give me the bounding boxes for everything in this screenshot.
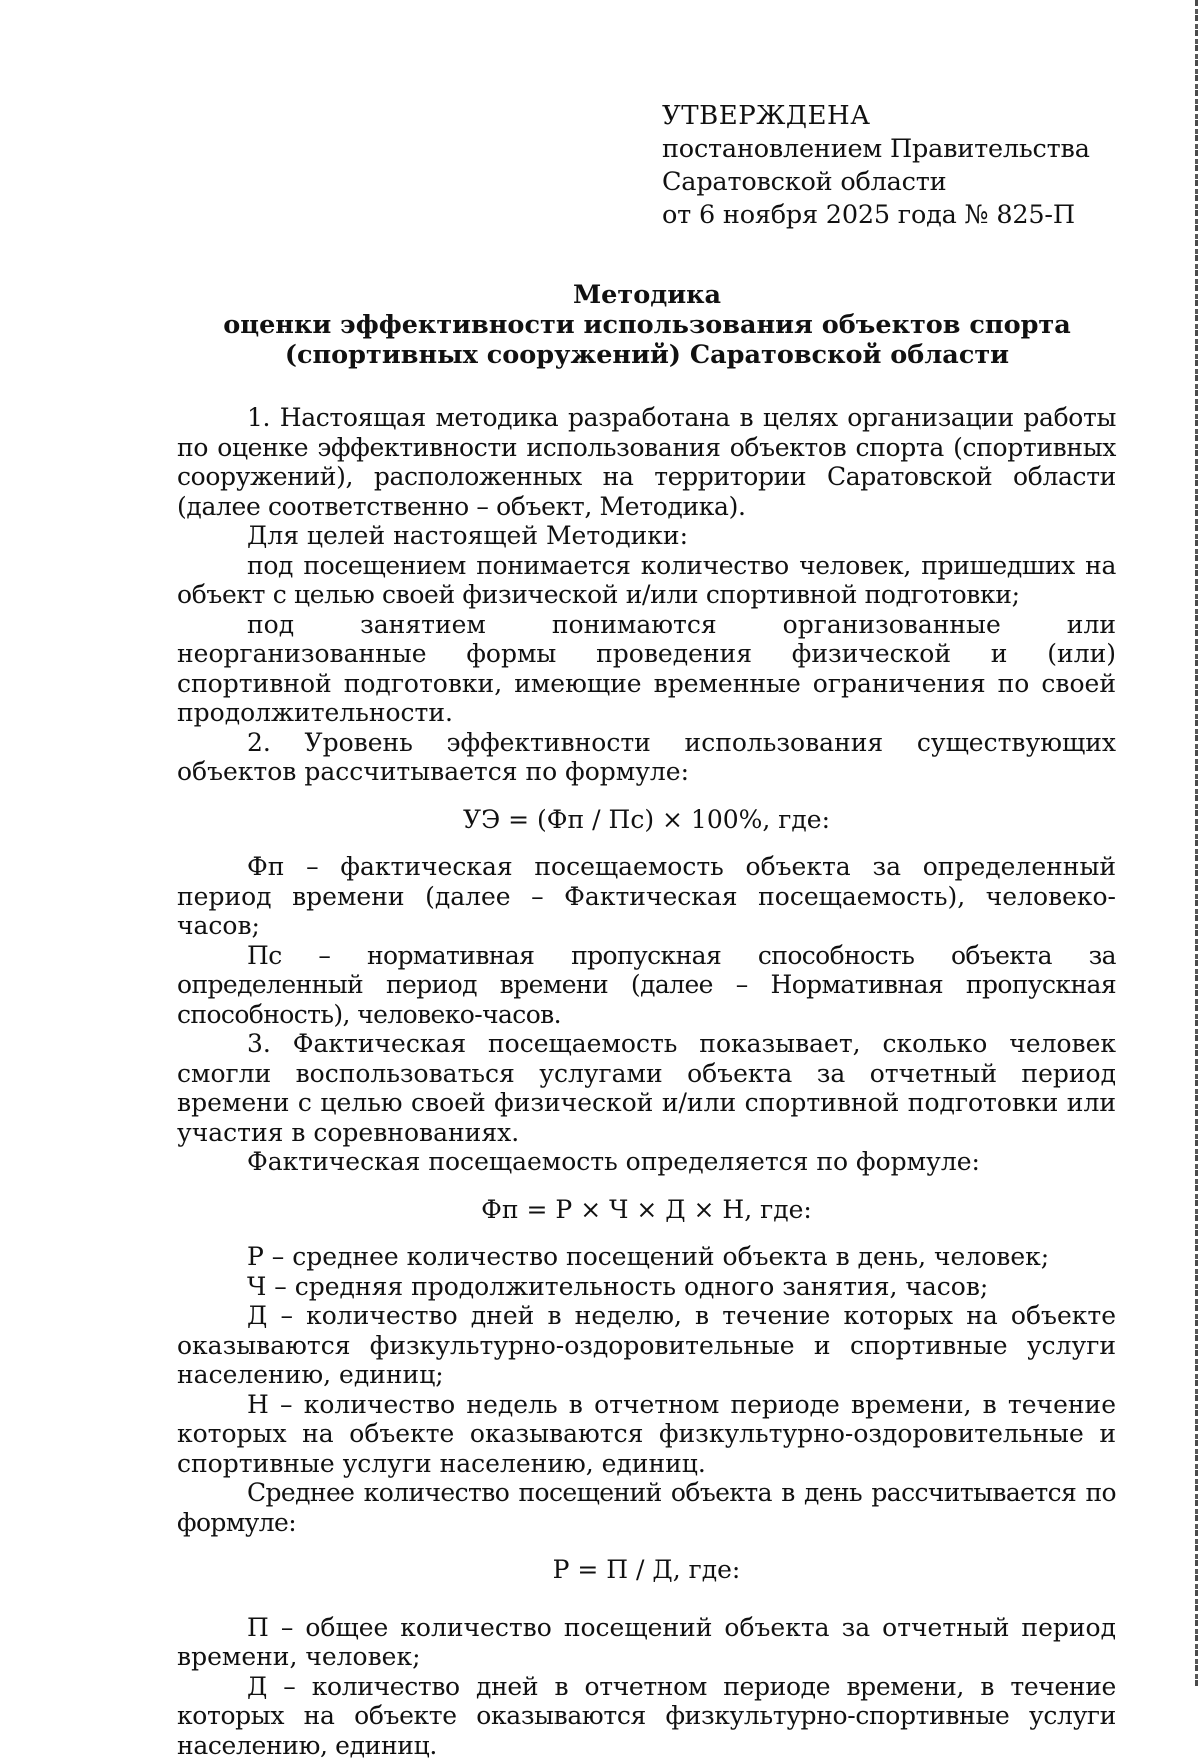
paragraph: Д – количество дней в неделю, в течение которых на объекте оказываются физкультурно-оздоровительные и спортивные услуги населению, единиц; bbox=[177, 1301, 1116, 1390]
title-line-1: Методика bbox=[177, 280, 1117, 310]
approval-heading: УТВЕРЖДЕНА bbox=[662, 100, 1090, 133]
paragraph: под занятием понимаются организованные или неорганизованные формы проведения физической и (или) спортивной подготовки, имеющие временные ограничения по своей продолжительности. bbox=[177, 610, 1116, 728]
approval-line-region: Саратовской области bbox=[662, 166, 1090, 199]
document-title bbox=[177, 280, 1117, 370]
document-body bbox=[177, 403, 1116, 1760]
paragraph: Среднее количество посещений объекта в день рассчитывается по формуле: bbox=[177, 1478, 1116, 1537]
approval-line-date: от 6 ноября 2025 года № 825-П bbox=[662, 199, 1090, 232]
paragraph: Д – количество дней в отчетном периоде времени, в течение которых на объекте оказываются физкультурно-спортивные услуги населению, единиц. bbox=[177, 1672, 1116, 1760]
paragraph: Фактическая посещаемость определяется по формуле: bbox=[177, 1147, 1116, 1177]
approval-line-decree: постановлением Правительства bbox=[662, 133, 1090, 166]
paragraph: Фп – фактическая посещаемость объекта за определенный период времени (далее – Фактическая посещаемость), человеко-часов; bbox=[177, 852, 1116, 941]
paragraph: Для целей настоящей Методики: bbox=[177, 521, 1116, 551]
paragraph: 2. Уровень эффективности использования существующих объектов рассчитывается по формуле: bbox=[177, 728, 1116, 787]
paragraph: 3. Фактическая посещаемость показывает, сколько человек смогли воспользоваться услугами объекта за отчетный период времени с целью своей физической и/или спортивной подготовки или участия в соревнованиях. bbox=[177, 1029, 1116, 1147]
paragraph: 1. Настоящая методика разработана в целях организации работы по оценке эффективности использования объектов спорта (спортивных сооружений), расположенных на территории Саратовской области (далее соответственно – объект, Методика). bbox=[177, 403, 1116, 521]
formula-efficiency: УЭ = (Фп / Пс) × 100%, где: bbox=[177, 805, 1116, 835]
formula-attendance: Фп = Р × Ч × Д × Н, где: bbox=[177, 1195, 1116, 1225]
paragraph: под посещением понимается количество человек, пришедших на объект с целью своей физической и/или спортивной подготовки; bbox=[177, 551, 1116, 610]
title-line-2: оценки эффективности использования объектов спорта bbox=[177, 310, 1117, 340]
title-line-3: (спортивных сооружений) Саратовской области bbox=[177, 340, 1117, 370]
formula-daily-visits: Р = П / Д, где: bbox=[177, 1555, 1116, 1585]
paragraph: Р – среднее количество посещений объекта в день, человек; bbox=[177, 1242, 1116, 1272]
paragraph: Ч – средняя продолжительность одного занятия, часов; bbox=[177, 1272, 1116, 1302]
approval-stamp-block bbox=[662, 100, 1090, 232]
paragraph: Н – количество недель в отчетном периоде времени, в течение которых на объекте оказываются физкультурно-оздоровительные и спортивные услуги населению, единиц. bbox=[177, 1390, 1116, 1479]
scan-edge-artifact bbox=[1195, 0, 1198, 1686]
paragraph: Пс – нормативная пропускная способность объекта за определенный период времени (далее – Нормативная пропускная способность), человеко-часов. bbox=[177, 941, 1116, 1030]
paragraph: П – общее количество посещений объекта за отчетный период времени, человек; bbox=[177, 1613, 1116, 1672]
